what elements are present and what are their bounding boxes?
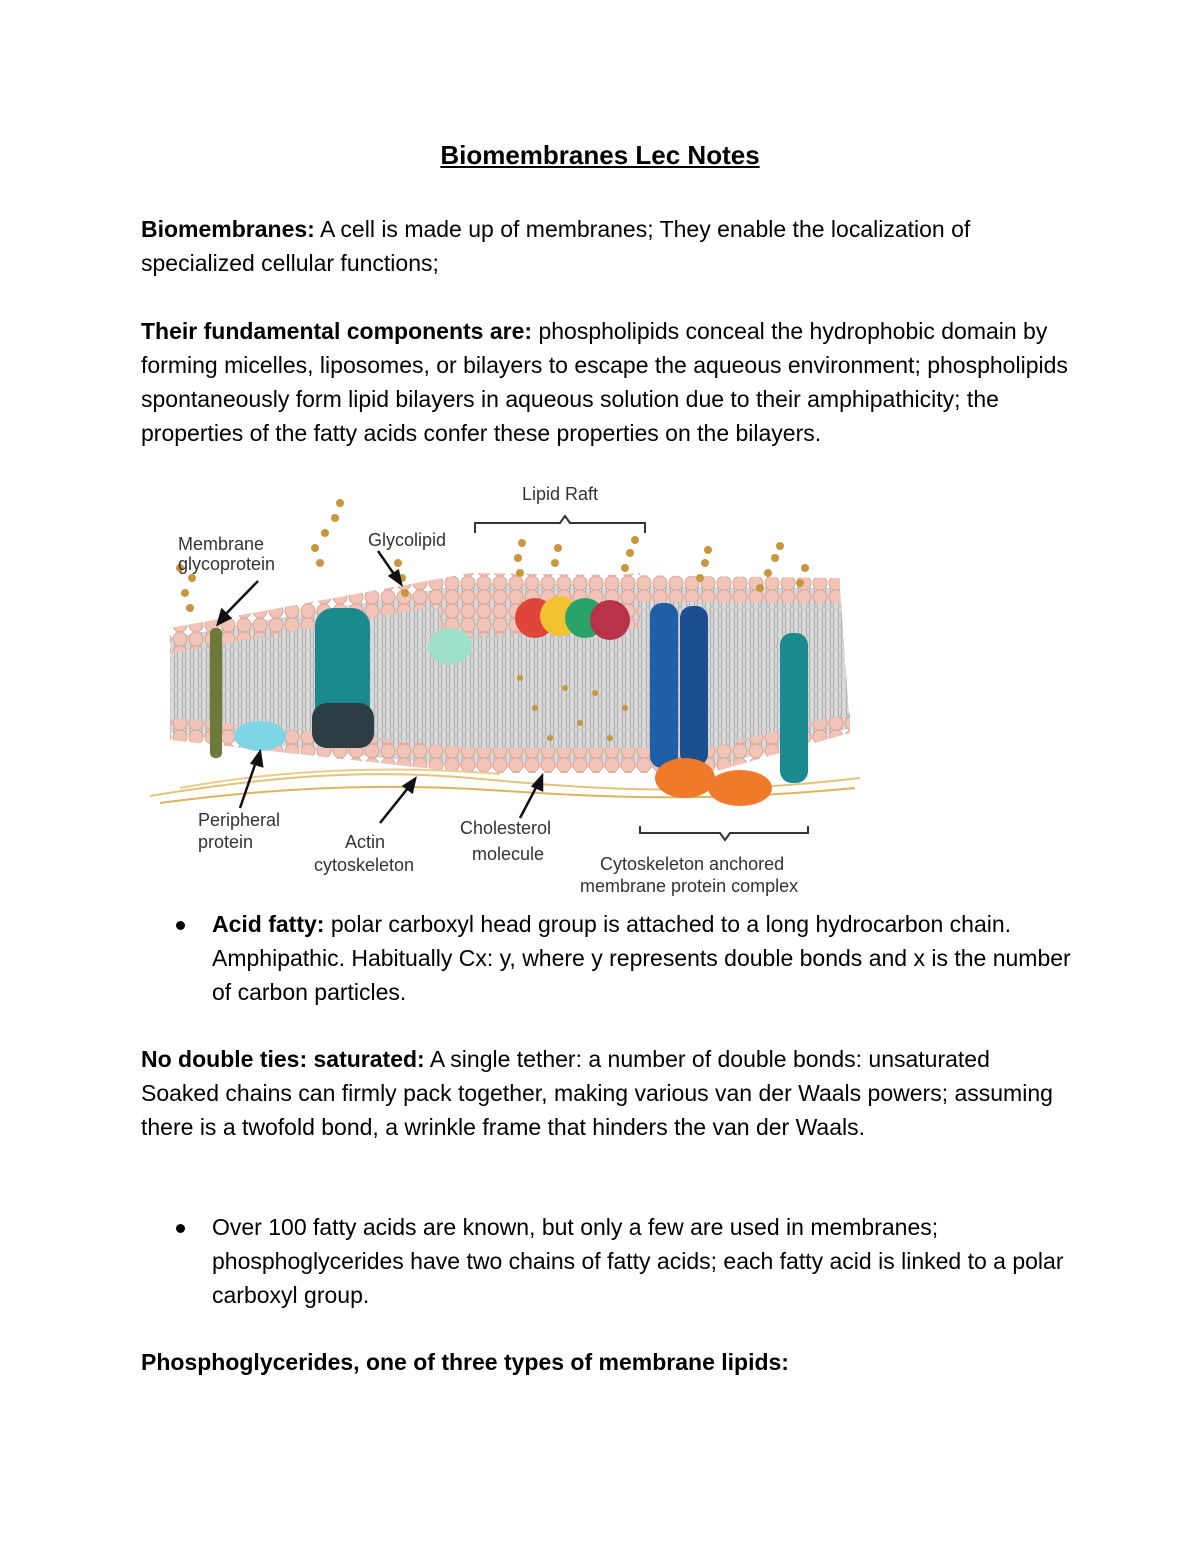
bullet-dot <box>176 921 185 930</box>
peripheral-protein-shape <box>234 721 286 751</box>
complex-protein-blue <box>680 606 708 766</box>
paragraph-lead: Biomembranes: <box>141 216 315 242</box>
glycoprotein-shape <box>210 628 222 758</box>
complex-protein-orange <box>708 770 772 806</box>
complex-protein-blue <box>650 603 678 768</box>
complex-label-line1: Cytoskeleton anchored <box>600 854 785 874</box>
paragraph-text: phospholipids conceal the hydrophobic domain by forming micelles, liposomes, or bilayers to escape the aqueous environment; phospholipids spontaneously form lipid bilayers in aqueous solution due to their amphipathicity; the properties of the fatty acids confer these properties on the bilayers. <box>141 318 1068 446</box>
glycoprotein-label-line2: glycoprotein <box>178 554 276 574</box>
bullet-dot <box>176 1224 185 1233</box>
cholesterol-label-line1: Cholesterol <box>460 818 552 838</box>
bullet-text: polar carboxyl head group is attached to a long hydrocarbon chain. Amphipathic. Habitually Cx: y, where y represents double bonds and x is the number of carbon particles. <box>212 911 1071 1005</box>
complex-label-line2: membrane protein complex <box>580 876 799 896</box>
paragraph-text: A cell is made up of membranes; They enable the localization of specialized cellular functions; <box>141 216 971 276</box>
lipid-raft-label: Lipid Raft <box>522 484 599 504</box>
complex-protein-orange <box>655 758 715 798</box>
peripheral-label-line2: protein <box>198 832 254 852</box>
paragraph-double-ties <box>141 1042 1071 1144</box>
glycoprotein-label-line1: Membrane <box>178 534 265 554</box>
raft-protein-crimson <box>590 600 630 640</box>
glycolipid-protein-shape <box>428 628 472 664</box>
paragraph-phosphoglycerides <box>141 1345 1071 1379</box>
paragraph-components <box>141 314 1071 450</box>
paragraph-lead: No double ties: saturated: <box>141 1046 425 1072</box>
page-title: Biomembranes Lec Notes <box>440 140 760 170</box>
complex-bracket <box>640 826 808 840</box>
bullet-lead: Acid fatty: <box>212 911 325 937</box>
membrane-figure <box>140 478 870 898</box>
lipid-raft-bracket <box>475 516 645 533</box>
paragraph-text: A single tether: a number of double bonds: unsaturated Soaked chains can firmly pack together, making various van der Waals powers; assuming there is a twofold bond, a wrinkle frame that hinders the van der Waals. <box>141 1046 1053 1140</box>
paragraph-lead: Their fundamental components are: <box>141 318 533 344</box>
complex-protein-teal <box>780 633 808 783</box>
glycolipid-label: Glycolipid <box>368 530 447 550</box>
bullet-text: Over 100 fatty acids are known, but only a few are used in membranes; phosphoglycerides have two chains of fatty acids; each fatty acid is linked to a polar carboxyl group. <box>212 1214 1064 1308</box>
bullet-acid-fatty <box>176 907 1076 1017</box>
actin-label-line1: Actin <box>345 832 386 852</box>
paragraph-lead: Phosphoglycerides, one of three types of membrane lipids: <box>141 1349 789 1375</box>
peripheral-label-line1: Peripheral <box>198 810 281 830</box>
paragraph-biomembranes <box>141 212 1071 280</box>
cholesterol-label-line2: molecule <box>472 844 545 864</box>
bullet-fatty-acids <box>176 1210 1076 1320</box>
actin-label-line2: cytoskeleton <box>314 855 415 875</box>
